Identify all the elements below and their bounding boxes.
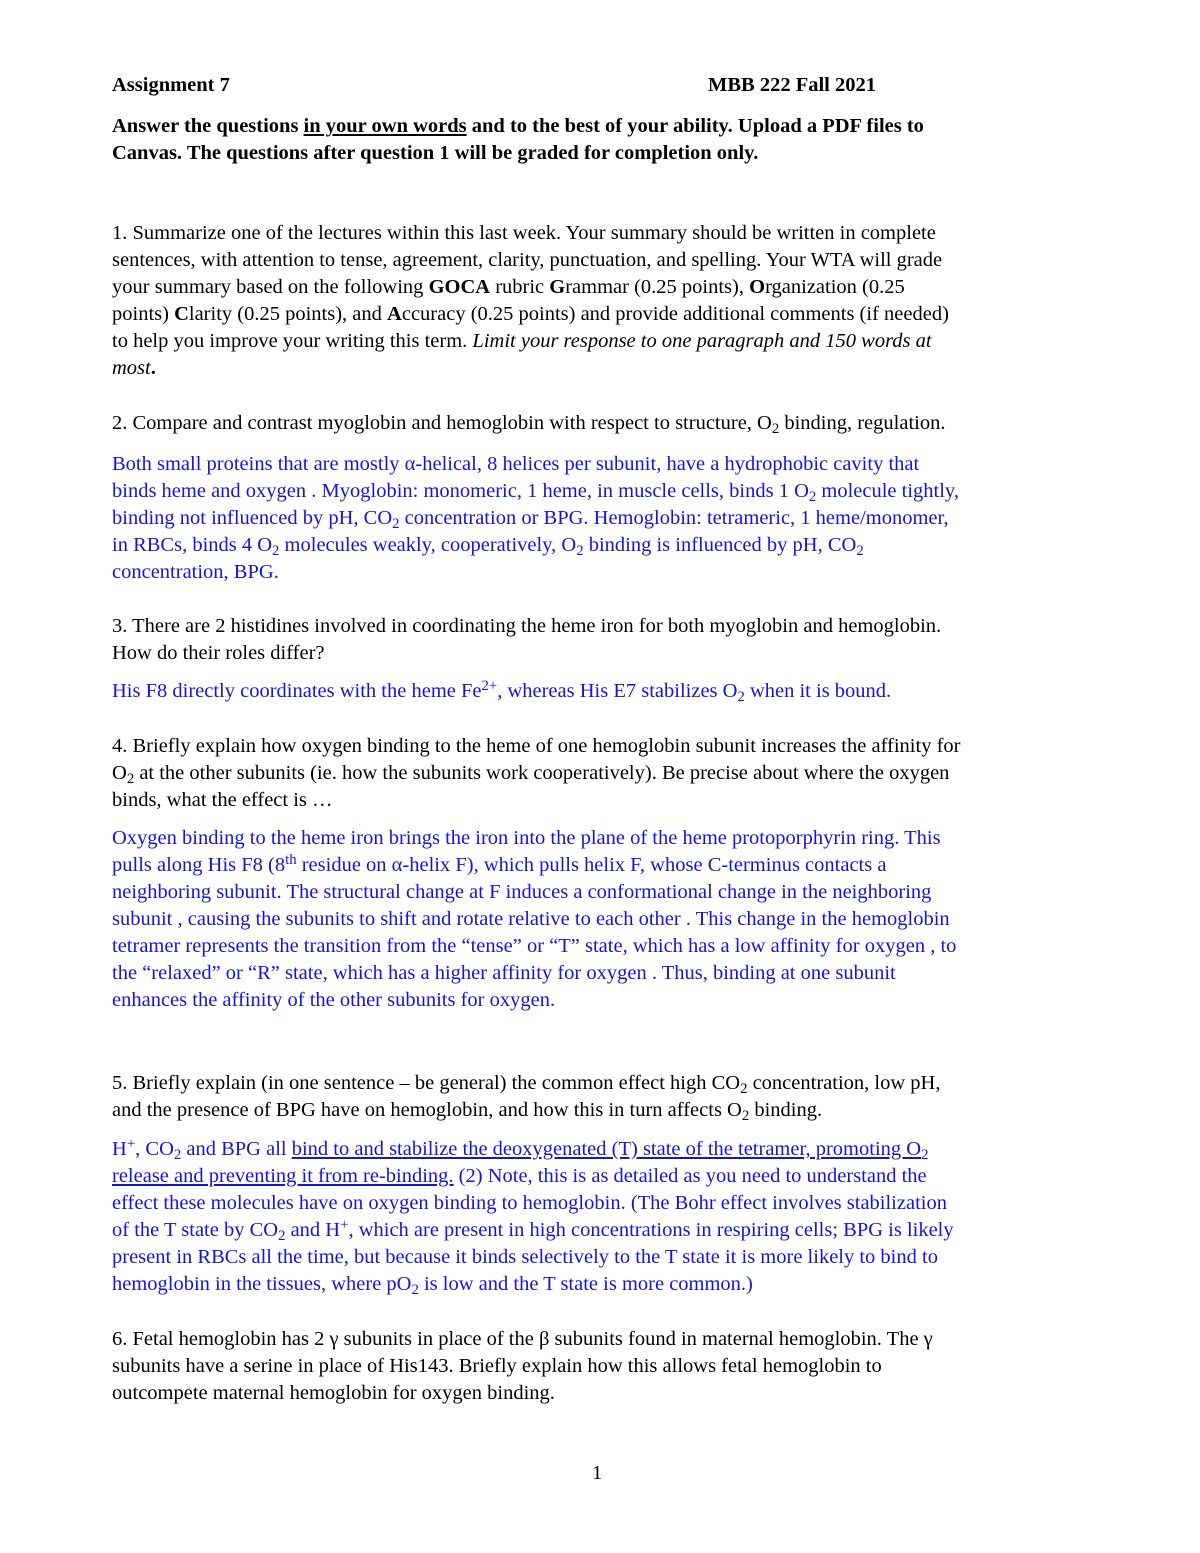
answer-3: His F8 directly coordinates with the heme $Fe^{2+}$, whereas His E7 stabilizes $O_2$ when it is bound. bbox=[112, 677, 892, 706]
question-5: 5. Briefly explain (in one sentence – be general) the common effect high $CO_2$ concentration, low pH, and the presence of BPG have on hemoglobin, and how this in turn affects $O_2$ binding. bbox=[112, 1072, 941, 1125]
underlined-phrase: in your own words bbox=[303, 115, 467, 137]
answer-4: Oxygen binding to the heme iron brings the iron into the plane of the heme protoporphyrin ring. This pulls along His F8 (8th residue on α-helix F), which pulls helix F, whose C-terminus contacts a neighboring subunit. The structural change at F induces a conformational change in the neighboring subunit , causing the subunits to shift and rotate relative to each other . This change in the hemoglobin tetramer represents the transition from the “tense” or “T” state, which has a low affinity for oxygen , to the “relaxed” or “R” state, which has a higher affinity for oxygen . Thus, binding at one subunit enhances the affinity of the other subunits for oxygen. bbox=[112, 827, 957, 1011]
question-1: 1. Summarize one of the lectures within this last week. Your summary should be written in complete sentences, with attention to tense, agreement, clarity, punctuation, and spelling. Your WTA will grade your summary based on the following GOCA rubric Grammar (0.25 points), Organization (0.25 points) Clarity (0.25 points), and Accuracy (0.25 points) and provide additional comments (if needed) to help you improve your writing this term. Limit your response to one paragraph and 150 words at most. bbox=[112, 222, 949, 379]
course-title: MBB 222 Fall 2021 bbox=[708, 74, 876, 96]
question-4: 4. Briefly explain how oxygen binding to the heme of one hemoglobin subunit increases the affinity for $O_2$ at the other subunits (ie. how the subunits work cooperatively). Be precise about where the oxygen binds, what the effect is … bbox=[112, 735, 961, 811]
question-3: 3. There are 2 histidines involved in coordinating the heme iron for both myoglobin and hemoglobin. How do their roles differ? bbox=[112, 615, 942, 664]
assignment-title: Assignment 7 bbox=[112, 74, 230, 96]
instructions: Answer the questions in your own words and to the best of your ability. Upload a PDF files to Canvas. The questions after question 1 will be graded for completion only. bbox=[112, 115, 924, 164]
question-6: 6. Fetal hemoglobin has 2 γ subunits in place of the β subunits found in maternal hemoglobin. The γ subunits have a serine in place of His143. Briefly explain how this allows fetal hemoglobin to outcompete maternal hemoglobin for oxygen binding. bbox=[112, 1328, 933, 1404]
answer-2: Both small proteins that are mostly α-helical, 8 helices per subunit, have a hydrophobic cavity that binds heme and oxygen . Myoglobin: monomeric, 1 heme, in muscle cells, binds 1 $O_2$ molecule tightly, binding not influenced by pH, $CO_2$ concentration or BPG. Hemoglobin: tetrameric, 1 heme/monomer, in RBCs, binds 4 $O_2$ molecules weakly, cooperatively, $O_2$ binding is influenced by pH, $CO_2$ concentration, BPG. bbox=[112, 453, 959, 583]
question-2: 2. Compare and contrast myoglobin and hemoglobin with respect to structure, $O_2$ binding, regulation. bbox=[112, 412, 946, 438]
page-number: 1 bbox=[592, 1462, 603, 1484]
answer-5: H+, $CO_2$ and BPG all bind to and stabilize the deoxygenated (T) state of the tetramer, promoting $O_2$ release and preventing it from re-binding. (2) Note, this is as detailed as you need to understand the effect these molecules have on oxygen binding to hemoglobin. (The Bohr effect involves stabilization of the T state by $CO_2$ and H+, which are present in high concentrations in respiring cells; BPG is likely present in RBCs all the time, but because it binds selectively to the T state it is more likely to bind to hemoglobin in the tissues, where $pO_2$ is low and the T state is more common.) bbox=[112, 1135, 954, 1299]
